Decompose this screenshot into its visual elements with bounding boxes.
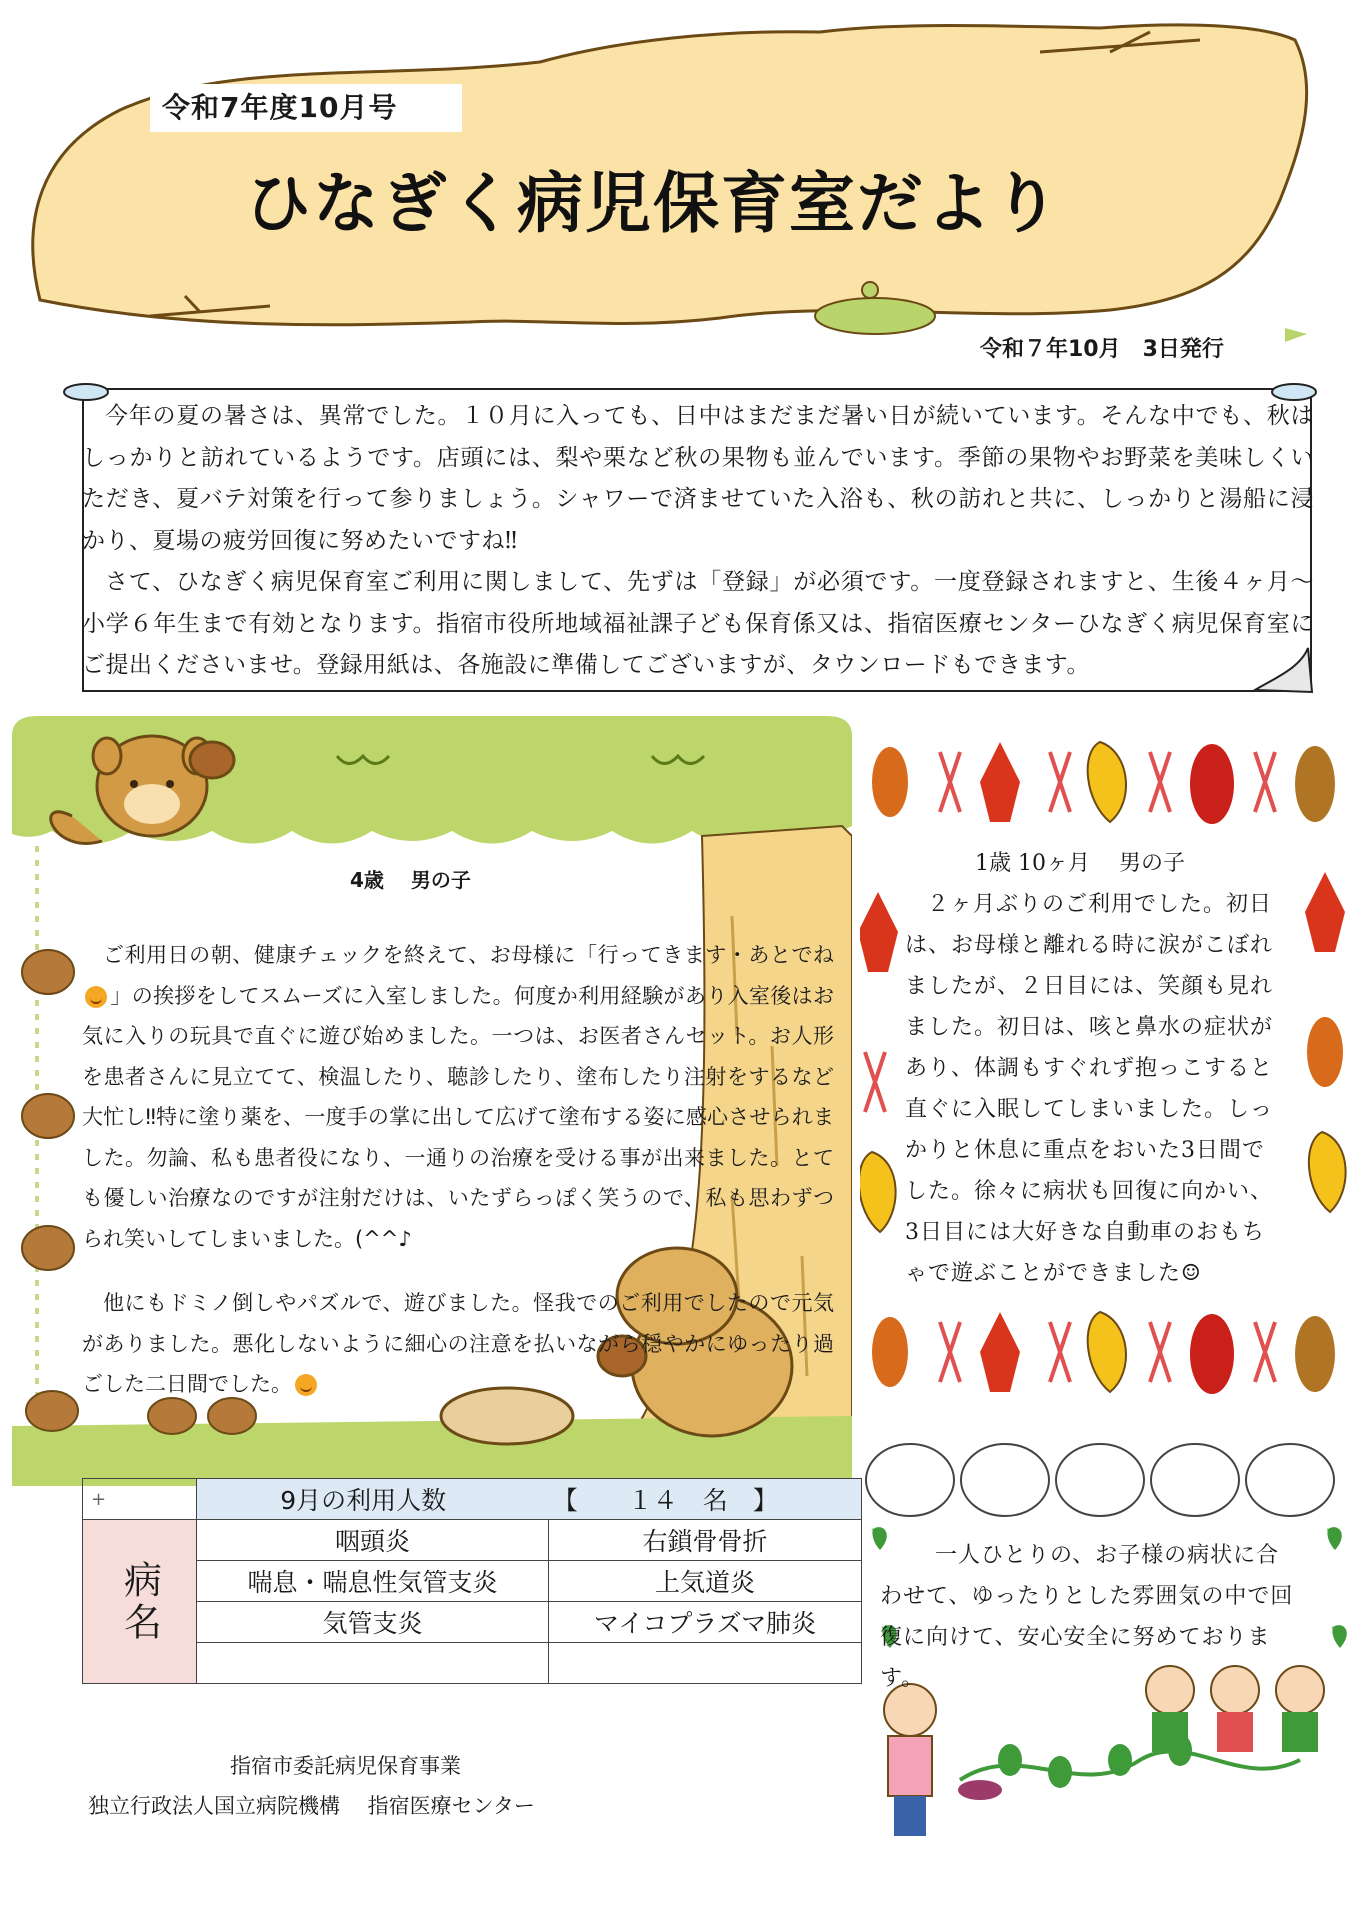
- table-cell: [197, 1643, 549, 1684]
- closing-message: [880, 1535, 1300, 1699]
- story2-heading: 1歳 10ヶ月 男の子: [975, 851, 1185, 876]
- intro-paragraph: さて、ひなぎく病児保育室ご利用に関しまして、先ずは「登録」が必須です。一度登録されますと、生後４ヶ月〜小学６年生まで有効となります。指宿市役所地域福祉課子ども保育係又は、指宿医療センターひなぎく病児保育室にご提出くださいませ。登録用紙は、各施設に準備してございますが、タウンロードもできます。: [82, 569, 1314, 678]
- table-cell: 上気道炎: [548, 1561, 861, 1602]
- table-cell: 右鎖骨骨折: [548, 1520, 861, 1561]
- closing-paragraph: 一人ひとりの、お子様の病状に合わせて、ゆったりとした雰囲気の中で回復に向けて、安心安全に努めております。: [880, 1543, 1294, 1691]
- teacher-figure: [884, 1684, 936, 1836]
- leaf-bud: [862, 282, 878, 298]
- footer-program: 指宿市委託病児保育事業: [230, 1754, 461, 1778]
- small-green-leaf: [815, 298, 935, 334]
- usage-table: [82, 1478, 862, 1684]
- story1-paragraph: 他にもドミノ倒しやパズルで、遊びました。怪我でのご利用でしたので元気がありました。悪化しないように細心の注意を払いながら穏やかにゆったり過ごした二日間でした。: [82, 1291, 834, 1396]
- story1-text: [82, 935, 834, 1429]
- intro-text: [82, 396, 1314, 687]
- page-title: ひなぎく病児保育室だより: [245, 165, 1061, 242]
- table-cell: 気管支炎: [197, 1602, 549, 1643]
- table-row: [83, 1479, 862, 1520]
- table-cell: 咽頭炎: [197, 1520, 549, 1561]
- leaf-tip-green: [1285, 328, 1307, 342]
- cloud-icons: [866, 1444, 1334, 1516]
- leaf-row-bottom: [872, 1312, 1335, 1394]
- usage-count-label: 9月の利用人数: [280, 1486, 447, 1515]
- disease-label: 病名: [83, 1520, 197, 1684]
- story2-paragraph: ２ヶ月ぶりのご利用でした。初日は、お母様と離れる時に涙がこぼれましたが、２日目には、笑顔も見れました。初日は、咳と鼻水の症状があり、体調もすぐれず抱っこすると直ぐに入眠してしまいました。しっかりと休息に重点をおいた3日間でした。徐々に病状も回復に向かい、3日目には大好きな自動車のおもちゃで遊ぶことができました☺: [905, 892, 1274, 1286]
- issue-label: 令和7年度10月号: [150, 84, 462, 132]
- table-row: [83, 1602, 862, 1643]
- table-header: [197, 1479, 862, 1520]
- table-corner: +: [83, 1479, 197, 1520]
- table-cell: [548, 1643, 861, 1684]
- intro-paragraph: 今年の夏の暑さは、異常でした。１０月に入っても、日中はまだまだ暑い日が続いています。そんな中でも、秋はしっかりと訪れているようです。店頭には、梨や栗など秋の果物も並んでいます。季節の果物やお野菜を美味しくいただき、夏バテ対策を行って参りましょう。シャワーで済ませていた入浴も、秋の訪れと共に、しっかりと湯船に浸かり、夏場の疲労回復に努めたいですね‼: [82, 403, 1314, 554]
- table-cell: マイコプラズマ肺炎: [548, 1602, 861, 1643]
- usage-count-value: 【 １４ 名 】: [552, 1486, 778, 1515]
- smile-emoji-icon: [295, 1374, 317, 1396]
- smile-emoji-icon: [85, 986, 107, 1008]
- leaf-row-top: [872, 742, 1335, 824]
- footer-organization: 独立行政法人国立病院機構 指宿医療センター: [88, 1794, 535, 1818]
- table-row: [83, 1520, 862, 1561]
- story1-paragraph: ご利用日の朝、健康チェックを終えて、お母様に「行ってきます・あとでね」の挨拶をしてスムーズに入室しました。何度か利用経験があり入室後はお気に入りの玩具で直ぐに遊び始めました。一つは、お医者さんセット。お人形を患者さんに見立てて、検温したり、聴診したり、塗布したり注射をするなど大忙し‼特に塗り薬を、一度手の掌に出して広げて塗布する姿に感心させられました。勿論、私も患者役になり、一通りの治療を受ける事が出来ました。とても優しい治療なのですが注射だけは、いたずらっぽく笑うので、私も思わずつられ笑いしてしまいました。(^^♪: [82, 943, 834, 1251]
- table-cell: 喘息・喘息性気管支炎: [197, 1561, 549, 1602]
- issue-date: 令和７年10月 3日発行: [980, 337, 1224, 362]
- story1-heading: 4歳 男の子: [350, 868, 471, 892]
- sweet-potato: [958, 1780, 1002, 1800]
- table-row: [83, 1561, 862, 1602]
- story2-text: [905, 884, 1285, 1294]
- table-row: [83, 1643, 862, 1684]
